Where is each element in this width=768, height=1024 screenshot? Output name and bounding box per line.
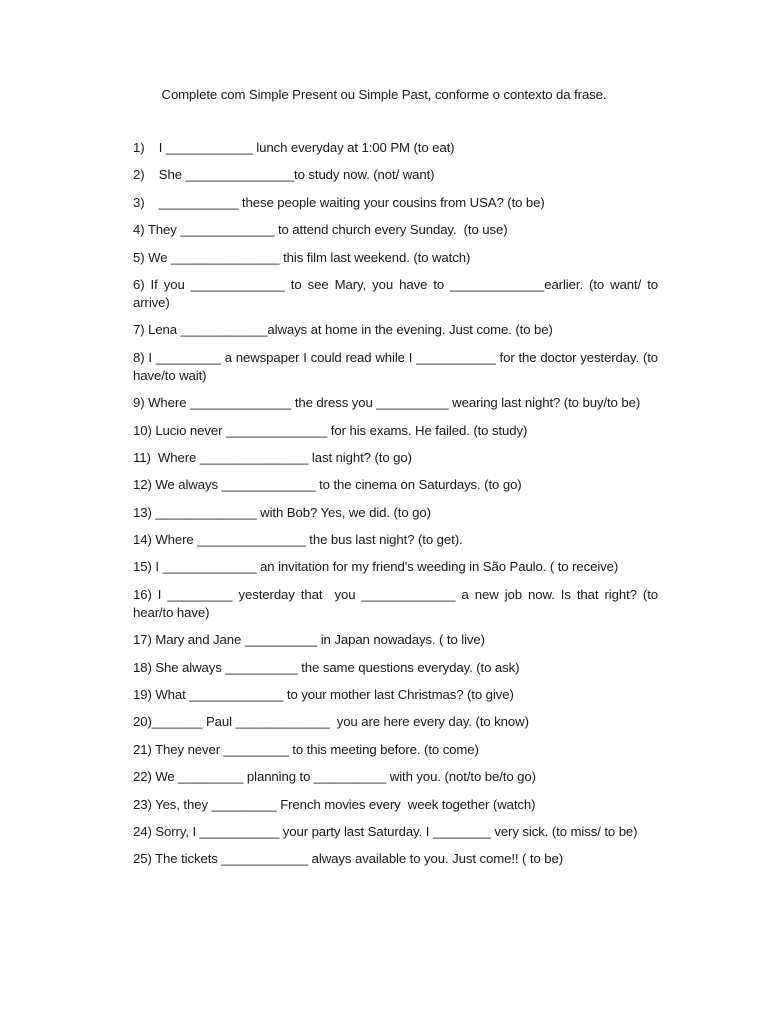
exercise-item-5: 5) We _______________ this film last weekend. (to watch) — [133, 249, 471, 265]
exercise-item-12: 12) We always _____________ to the cinema on Saturdays. (to go) — [133, 477, 522, 493]
instruction-text: Complete com Simple Present ou Simple Past, conforme o contexto da frase. — [161, 87, 607, 102]
exercise-item-3: 3) ___________ these people waiting your cousins from USA? (to be) — [133, 194, 545, 210]
exercise-item-1: 1) I ____________ lunch everyday at 1:00 PM (to eat) — [133, 140, 455, 155]
exercise-item-13: 13) ______________ with Bob? Yes, we did. (to go) — [133, 504, 431, 520]
exercise-item-17: 17) Mary and Jane __________ in Japan nowadays. ( to live) — [133, 632, 485, 648]
exercise-item-20: 20)_______ Paul _____________ you are here every day. (to know) — [133, 714, 529, 730]
exercise-item-16: 16) I _________ yesterday that you _____________ a new job now. Is that right? (to hear/to have) — [133, 586, 662, 620]
exercise-item-7: 7) Lena ____________always at home in the evening. Just come. (to be) — [133, 322, 553, 338]
exercise-item-24: 24) Sorry, I ___________ your party last Saturday. I ________ very sick. (to miss/ to be) — [133, 823, 638, 839]
exercise-item-11: 11) Where _______________ last night? (to go) — [133, 449, 412, 465]
exercise-item-19: 19) What _____________ to your mother last Christmas? (to give) — [133, 687, 514, 703]
exercise-item-8: 8) I _________ a newspaper I could read while I ___________ for the doctor yesterday. (to have/to wait) — [133, 349, 662, 383]
exercise-item-14: 14) Where _______________ the bus last night? (to get). — [133, 532, 463, 548]
exercise-item-10: 10) Lucio never ______________ for his exams. He failed. (to study) — [133, 422, 528, 438]
exercise-item-6: 6) If you _____________ to see Mary, you have to _____________earlier. (to want/ to arrive) — [133, 276, 662, 310]
exercise-item-18: 18) She always __________ the same questions everyday. (to ask) — [133, 659, 520, 675]
exercise-item-22: 22) We _________ planning to __________ with you. (not/to be/to go) — [133, 769, 536, 785]
exercise-item-9: 9) Where ______________ the dress you __________ wearing last night? (to buy/to be) — [133, 395, 641, 411]
exercise-item-21: 21) They never _________ to this meeting before. (to come) — [133, 741, 479, 757]
exercise-item-2: 2) She _______________to study now. (not/ want) — [133, 167, 435, 183]
exercise-list — [133, 139, 662, 878]
exercise-item-15: 15) I _____________ an invitation for my friend's weeding in São Paulo. ( to receive) — [133, 559, 619, 575]
exercise-item-4: 4) They _____________ to attend church every Sunday. (to use) — [133, 222, 508, 238]
exercise-item-23: 23) Yes, they _________ French movies every week together (watch) — [133, 796, 536, 812]
exercise-item-25: 25) The tickets ____________ always available to you. Just come!! ( to be) — [133, 851, 563, 867]
